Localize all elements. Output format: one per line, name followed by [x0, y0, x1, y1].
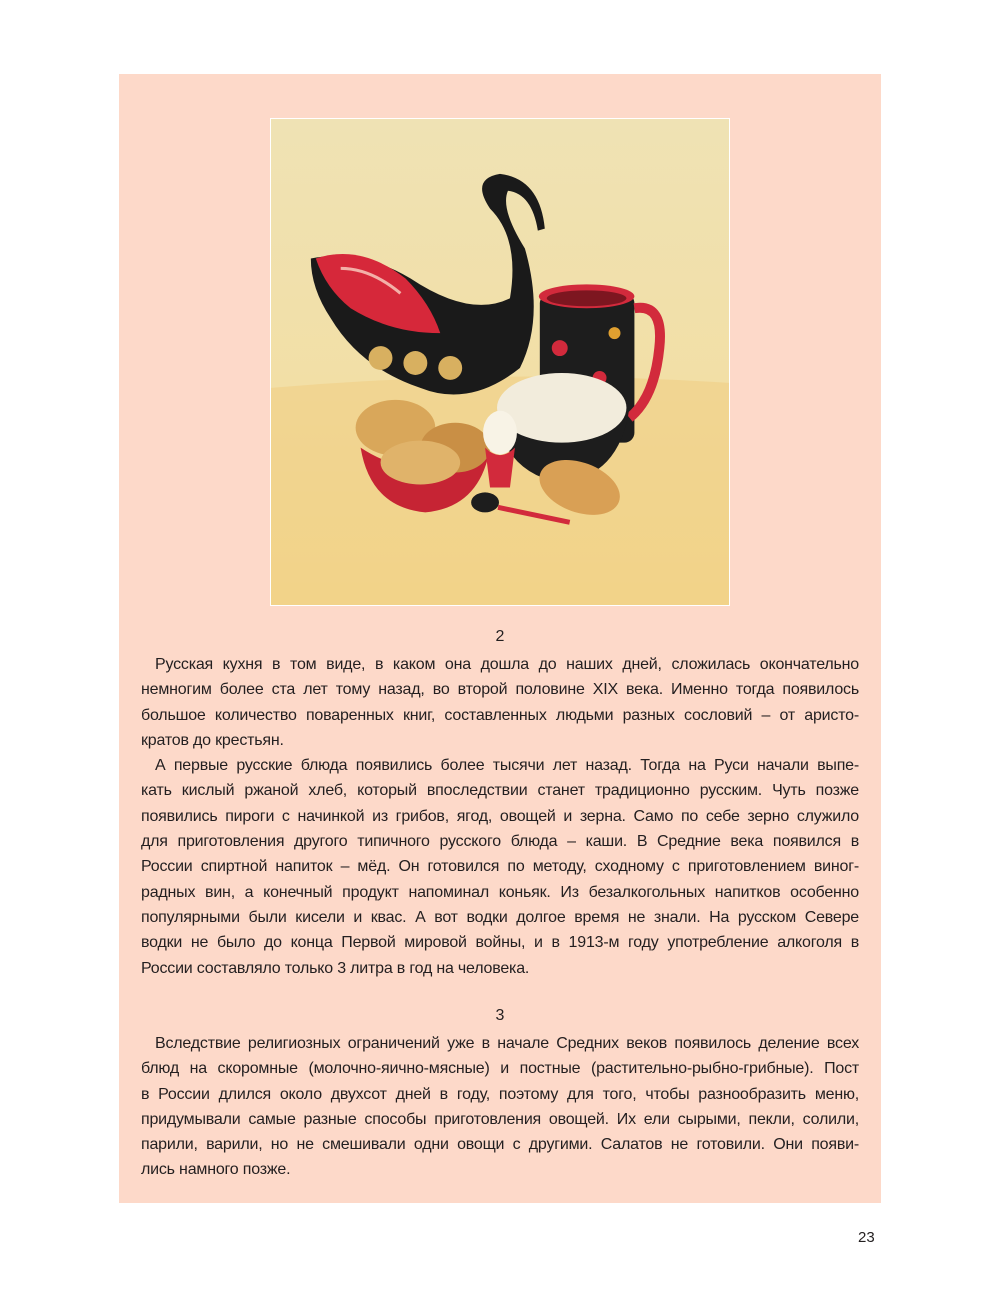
- text-line: немногим более ста лет тому назад, во второй половине XIX века. Именно тогда появилось: [141, 681, 859, 699]
- text-line: России спиртной напиток – мёд. Он готовился по методу, сходному с приготовлением виног-: [141, 858, 859, 876]
- page-number: 23: [858, 1229, 875, 1246]
- section-number-3: 3: [495, 1007, 505, 1024]
- text-line: большое количество поваренных книг, составленных людьми разных сословий – от аристо-: [141, 706, 859, 724]
- illustration-khokhloma-tableware: [270, 118, 730, 606]
- text-line: придумывали самые разные способы приготовления овощей. Их ели сырыми, пекли, солили,: [141, 1110, 859, 1128]
- text-line: появились пироги с начинкой из грибов, ягод, овощей и зерна. Само по себе зерно служило: [141, 807, 859, 825]
- text-line: популярными были кисели и квас. А вот водки долгое время не знали. На русском Севере: [141, 908, 859, 926]
- text-line: Русская кухня в том виде, в каком она дошла до наших дней, сложилась окончательно: [155, 656, 859, 673]
- text-line: А первые русские блюда появились более тысячи лет назад. Тогда на Руси начали выпе-: [155, 757, 859, 775]
- section-number-2: 2: [495, 628, 505, 645]
- painting-image: [271, 119, 729, 605]
- text-line: России составляло только 3 литра в год на человека.: [141, 959, 530, 977]
- text-line: радных вин, а конечный продукт напоминал коньяк. Из безалкогольных напитков особенно: [141, 883, 859, 901]
- text-line: водки не было до конца Первой мировой войны, и в 1913-м году употребление алкоголя в: [141, 934, 859, 952]
- text-line: для приготовления другого типичного русского блюда – каши. В Средние века появился в: [141, 833, 859, 851]
- section-2-text: [141, 652, 859, 981]
- text-line: кать кислый ржаной хлеб, который впоследствии станет традиционно русским. Чуть позже: [141, 782, 859, 800]
- text-line: блюд на скоромные (молочно-яично-мясные) и постные (растительно-рыбно-грибные). Пост: [141, 1060, 859, 1078]
- section-3-text: [141, 1031, 859, 1183]
- text-line: в России длился около двухсот дней в году, поэтому для того, чтобы разнообразить меню,: [141, 1085, 859, 1103]
- text-line: кратов до крестьян.: [141, 731, 284, 749]
- text-line: лись намного позже.: [141, 1161, 291, 1179]
- text-line: Вследствие религиозных ограничений уже в начале Средних веков появилось деление всех: [155, 1035, 859, 1052]
- text-line: парили, варили, но не смешивали одни овощи с другими. Салатов не готовили. Они появи-: [141, 1136, 859, 1154]
